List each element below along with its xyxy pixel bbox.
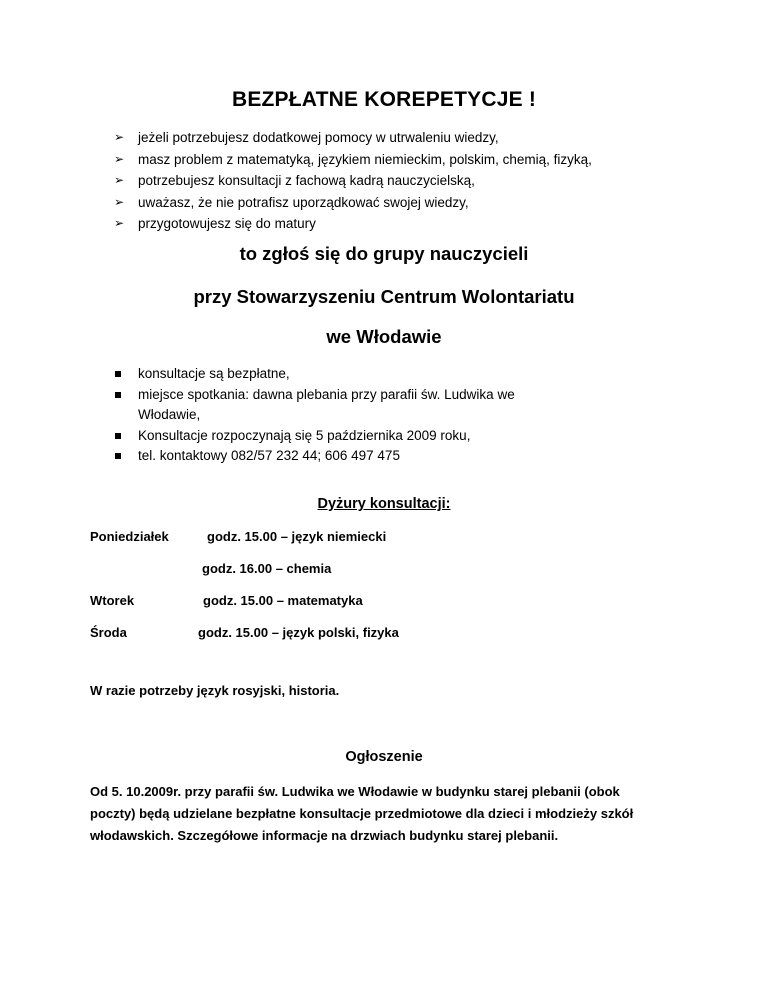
callout-line-1: to zgłoś się do grupy nauczycieli (239, 243, 529, 264)
square-bullet-icon (115, 371, 121, 377)
announcement-line: poczty) będą udzielane bezpłatne konsultacje przedmiotowe dla dzieci i młodzieży szkół (90, 806, 634, 821)
list-item: ➢ przygotowujesz się do matury (114, 213, 592, 235)
list-item: tel. kontaktowy 082/57 232 44; 606 497 475 (115, 446, 538, 467)
list-item: Konsultacje rozpoczynają się 5 października 2009 roku, (115, 426, 538, 447)
announcement-line: włodawskich. Szczegółowe informacje na drzwiach budynku starej plebanii. (90, 828, 559, 843)
list-item: miejsce spotkania: dawna plebania przy parafii św. Ludwika we Włodawie, (115, 385, 518, 426)
arrow-bullet-icon: ➢ (114, 151, 125, 166)
arrow-bullet-icon: ➢ (114, 130, 125, 144)
details-list (115, 364, 538, 467)
page-title: BEZPŁATNE KOREPETYCJE ! (231, 88, 537, 111)
schedule-day: Wtorek (90, 593, 135, 608)
square-bullet-icon (115, 433, 121, 439)
schedule-day: Poniedziałek (90, 529, 169, 544)
announcement-body (90, 781, 690, 847)
arrow-bullet-icon: ➢ (114, 216, 125, 230)
schedule-time: godz. 15.00 – język niemiecki (207, 529, 387, 544)
schedule-time: godz. 15.00 – matematyka (203, 593, 363, 608)
schedule-day: Środa (90, 625, 127, 640)
list-item: ➢ uważasz, że nie potrafisz uporządkować swojej wiedzy, (114, 192, 592, 214)
list-item: ➢ masz problem z matematyką, językiem niemieckim, polskim, chemią, fizyką, (114, 149, 592, 171)
square-bullet-icon (115, 392, 121, 398)
schedule-heading: Dyżury konsultacji: (317, 496, 451, 512)
announcement-line: Od 5. 10.2009r. przy parafii św. Ludwika we Włodawie w budynku starej plebanii (obok (90, 784, 620, 799)
callout-line-3: we Włodawie (326, 326, 442, 347)
arrow-bullet-icon: ➢ (114, 194, 125, 209)
list-item: konsultacje są bezpłatne, (115, 364, 538, 385)
schedule-note: W razie potrzeby język rosyjski, historia. (90, 683, 340, 698)
arrow-bullet-icon: ➢ (114, 173, 125, 187)
list-item: ➢ jeżeli potrzebujesz dodatkowej pomocy w utrwaleniu wiedzy, (114, 127, 592, 149)
callout-line-2: przy Stowarzyszeniu Centrum Wolontariatu (193, 286, 575, 307)
reasons-list (114, 127, 592, 235)
announcement-title: Ogłoszenie (345, 749, 423, 765)
schedule-time: godz. 16.00 – chemia (202, 561, 332, 576)
schedule-time: godz. 15.00 – język polski, fizyka (198, 625, 399, 640)
list-item: ➢ potrzebujesz konsultacji z fachową kadrą nauczycielską, (114, 170, 592, 192)
square-bullet-icon (115, 453, 121, 459)
